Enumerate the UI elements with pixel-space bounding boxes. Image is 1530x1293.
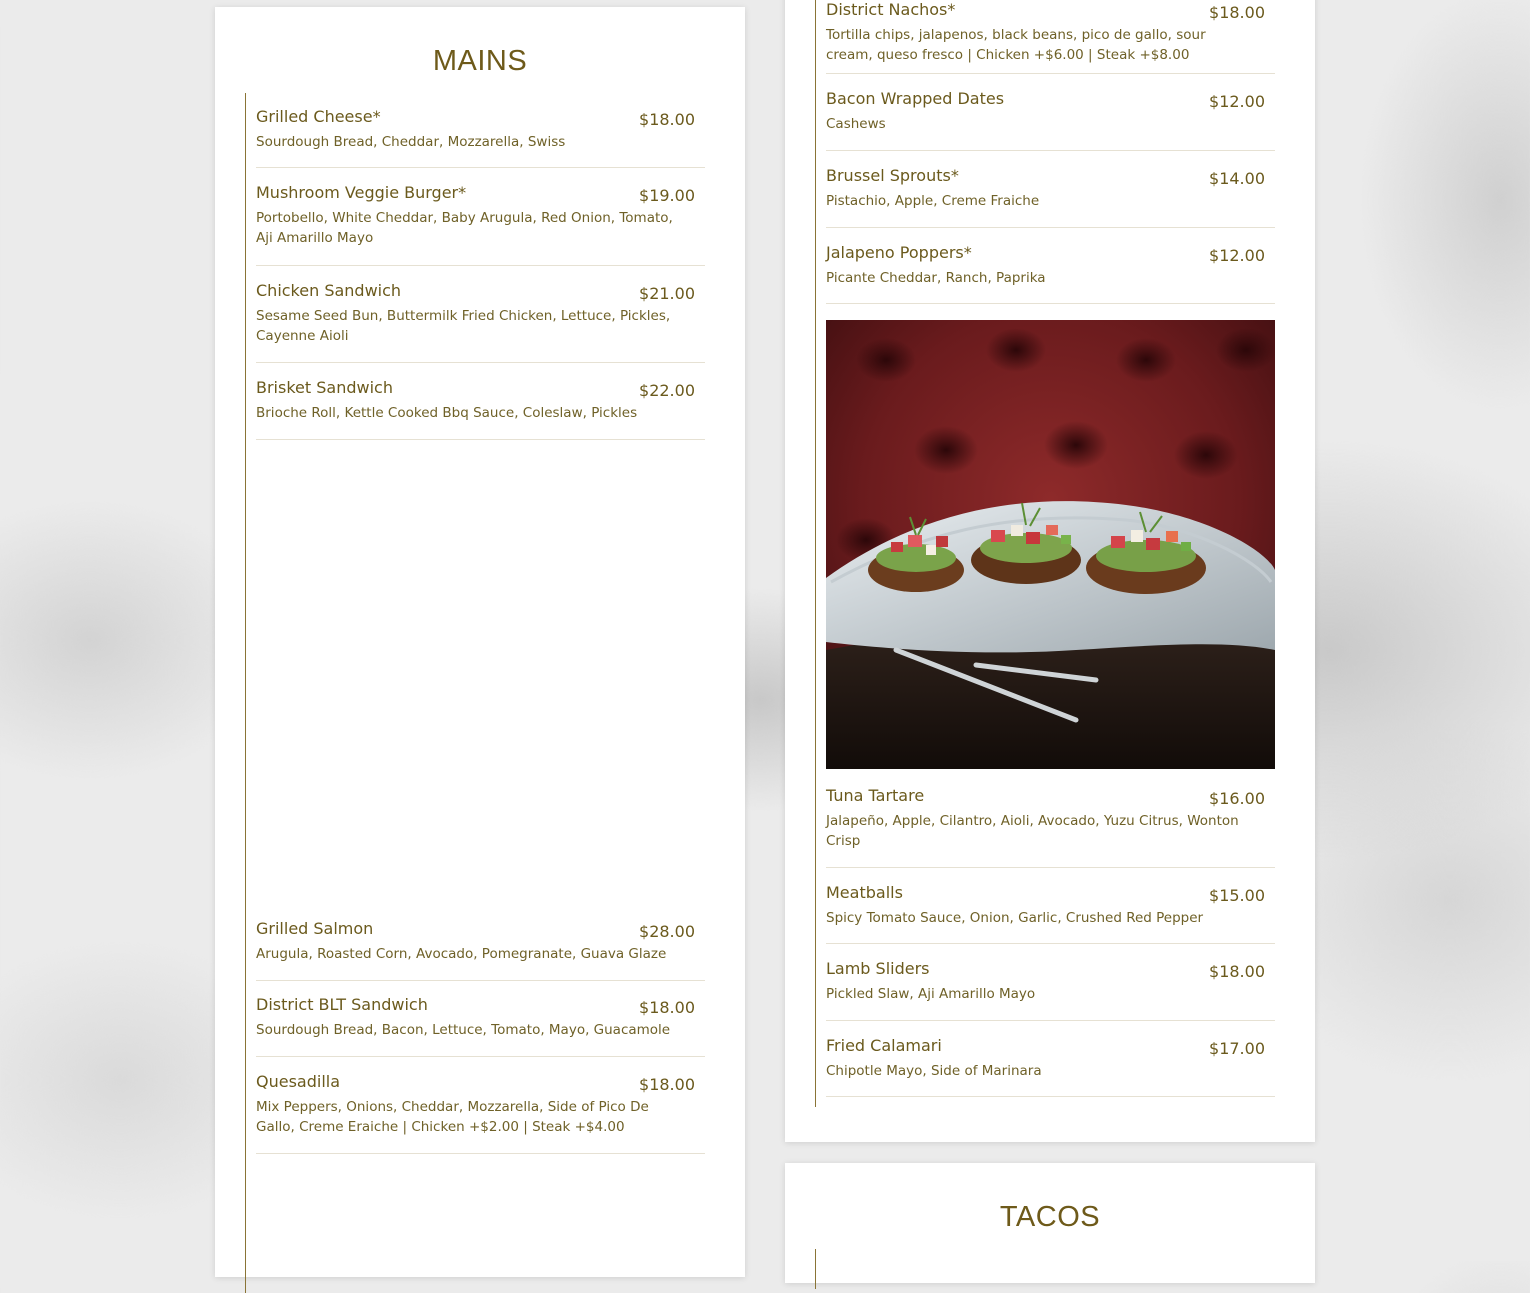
menu-item — [826, 959, 1275, 1021]
item-description: Chipotle Mayo, Side of Marinara — [826, 1063, 1042, 1079]
menu-item — [826, 1036, 1275, 1097]
appetizers-menu-card — [785, 0, 1315, 1142]
menu-item — [826, 786, 1275, 868]
item-price: $12.00 — [1209, 92, 1265, 111]
item-price: $18.00 — [639, 110, 695, 129]
item-price: $28.00 — [639, 922, 695, 941]
item-price: $18.00 — [1209, 962, 1265, 981]
item-description: Arugula, Roasted Corn, Avocado, Pomegranate, Guava Glaze — [256, 946, 667, 962]
tacos-vertical-rule — [815, 1249, 816, 1289]
mains-menu-card — [215, 7, 745, 1277]
menu-item — [256, 183, 705, 266]
item-name: Grilled Salmon — [256, 919, 374, 938]
item-description: Jalapeño, Apple, Cilantro, Aioli, Avocado, Yuzu Citrus, Wonton Crisp — [826, 813, 1239, 849]
item-price: $18.00 — [639, 1075, 695, 1094]
tacos-section-title: TACOS — [999, 1201, 1101, 1233]
menu-item — [826, 243, 1275, 304]
item-description: Sesame Seed Bun, Buttermilk Fried Chicken, Lettuce, Pickles, Cayenne Aioli — [256, 308, 671, 344]
menu-item — [256, 995, 705, 1057]
menu-item — [826, 883, 1275, 944]
appetizers-vertical-rule — [815, 0, 816, 1107]
item-price: $12.00 — [1209, 246, 1265, 265]
item-price: $17.00 — [1209, 1039, 1265, 1058]
item-name: Brussel Sprouts* — [826, 166, 959, 185]
menu-item — [256, 378, 705, 440]
item-name: Jalapeno Poppers* — [826, 243, 972, 262]
mains-section-title: MAINS — [432, 45, 528, 77]
item-price: $21.00 — [639, 284, 695, 303]
item-name: Mushroom Veggie Burger* — [256, 183, 467, 202]
mains-vertical-rule — [245, 93, 246, 1293]
item-name: Fried Calamari — [826, 1036, 942, 1055]
item-name: Quesadilla — [256, 1072, 341, 1091]
item-description: Cashews — [826, 116, 886, 132]
item-price: $18.00 — [1209, 3, 1265, 22]
menu-item — [826, 166, 1275, 228]
item-name: Tuna Tartare — [826, 786, 925, 805]
menu-item — [256, 281, 705, 363]
item-price: $14.00 — [1209, 169, 1265, 188]
item-name: Bacon Wrapped Dates — [826, 89, 1005, 108]
item-name: Lamb Sliders — [826, 959, 930, 978]
menu-item — [256, 107, 705, 168]
item-name: Chicken Sandwich — [256, 281, 402, 300]
item-description: Pistachio, Apple, Creme Fraiche — [826, 193, 1040, 209]
item-description: Brioche Roll, Kettle Cooked Bbq Sauce, Coleslaw, Pickles — [256, 405, 638, 421]
item-name: Meatballs — [826, 883, 903, 902]
item-description: Portobello, White Cheddar, Baby Arugula, Red Onion, Tomato, Aji Amarillo Mayo — [256, 210, 673, 246]
menu-item — [256, 919, 705, 981]
item-description: Mix Peppers, Onions, Cheddar, Mozzarella, Side of Pico De Gallo, Creme Eraiche | Chicken +$2.00 | Steak +$4.00 — [256, 1099, 649, 1135]
menu-item — [826, 0, 1275, 74]
menu-item — [826, 89, 1275, 151]
menu-item — [256, 1072, 705, 1154]
item-description: Picante Cheddar, Ranch, Paprika — [826, 270, 1046, 286]
item-name: Brisket Sandwich — [256, 378, 393, 397]
item-price: $19.00 — [639, 186, 695, 205]
item-name: District Nachos* — [826, 0, 956, 19]
item-description: Sourdough Bread, Bacon, Lettuce, Tomato, Mayo, Guacamole — [256, 1022, 671, 1038]
item-description: Tortilla chips, jalapenos, black beans, pico de gallo, sour cream, queso fresco | Chicken +$6.00 | Steak +$8.00 — [826, 27, 1206, 63]
tuna-tartare-photo — [826, 320, 1275, 769]
item-price: $18.00 — [639, 998, 695, 1017]
item-price: $22.00 — [639, 381, 695, 400]
tacos-menu-card — [785, 1163, 1315, 1283]
item-name: Grilled Cheese* — [256, 107, 381, 126]
item-price: $15.00 — [1209, 886, 1265, 905]
item-description: Pickled Slaw, Aji Amarillo Mayo — [826, 986, 1036, 1002]
item-price: $16.00 — [1209, 789, 1265, 808]
item-description: Sourdough Bread, Cheddar, Mozzarella, Swiss — [256, 134, 566, 150]
item-name: District BLT Sandwich — [256, 995, 428, 1014]
item-description: Spicy Tomato Sauce, Onion, Garlic, Crushed Red Pepper — [826, 910, 1204, 926]
